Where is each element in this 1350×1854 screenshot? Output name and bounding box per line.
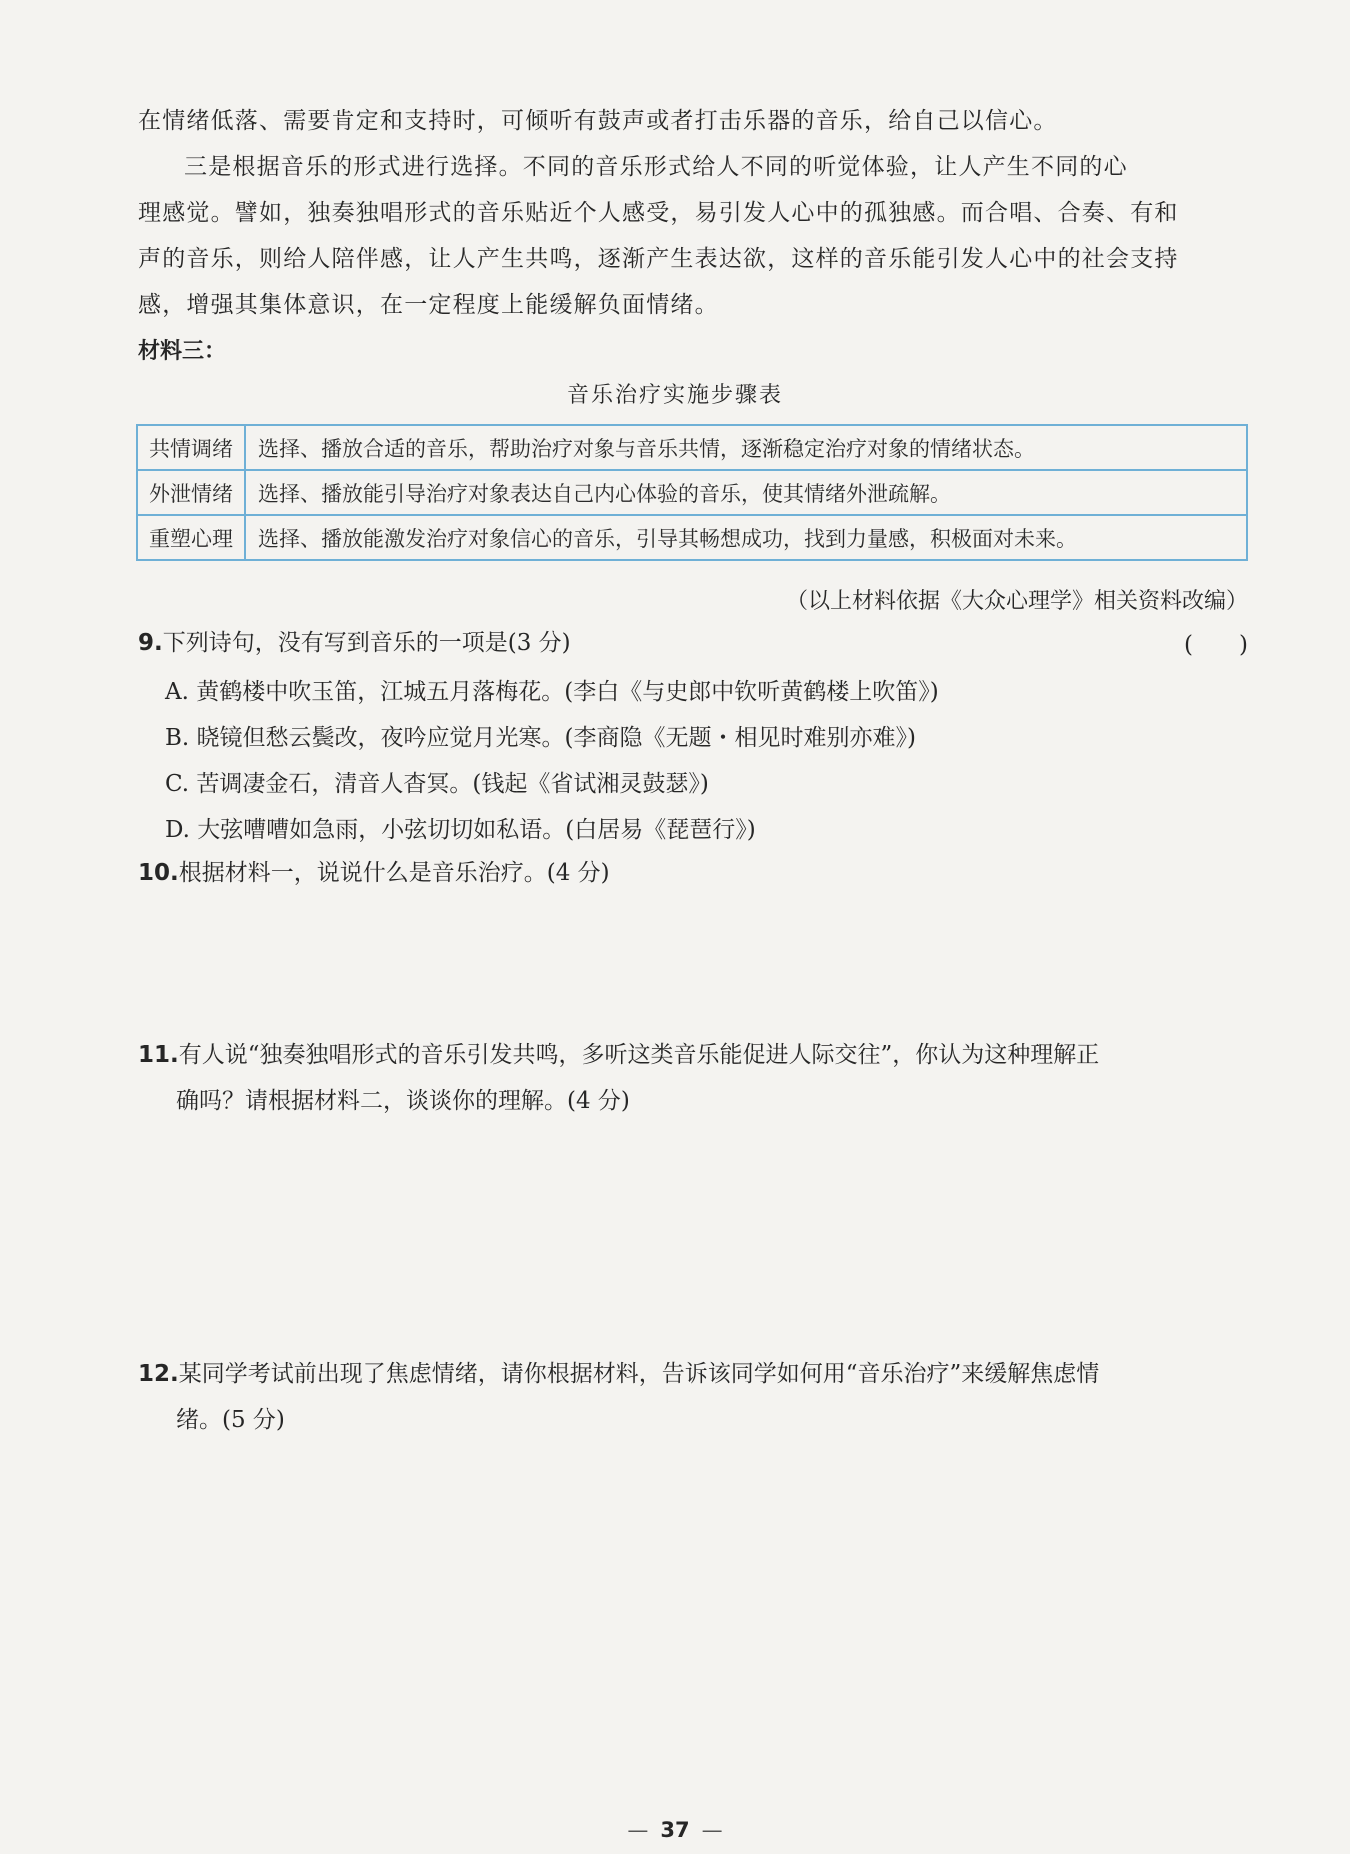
option-b: B. 晓镜但愁云鬓改，夜吟应觉月光寒。(李商隐《无题・相见时难别亦难》): [165, 725, 916, 751]
step-name: 重塑心理: [137, 515, 245, 560]
question-number: 10.: [138, 860, 179, 886]
table-row: [137, 470, 1247, 515]
option-a: A. 黄鹤楼中吹玉笛，江城五月落梅花。(李白《与史郎中钦听黄鹤楼上吹笛》): [165, 679, 939, 705]
passage-material2: [138, 98, 1248, 328]
step-name: 共情调绪: [137, 425, 245, 470]
material3-heading: 材料三：: [138, 339, 227, 364]
question-9: [138, 620, 571, 666]
step-description: 选择、播放能引导治疗对象表达自己内心体验的音乐，使其情绪外泄疏解。: [245, 470, 1247, 515]
therapy-steps-table: [136, 424, 1248, 561]
question-number: 12.: [138, 1361, 179, 1387]
page-number: [0, 1818, 1350, 1842]
step-name: 外泄情绪: [137, 470, 245, 515]
question-number: 9.: [138, 630, 163, 656]
question-text: 绪。(5 分): [176, 1407, 285, 1433]
passage-line: 感，增强其集体意识，在一定程度上能缓解负面情绪。: [138, 292, 719, 318]
step-description: 选择、播放合适的音乐，帮助治疗对象与音乐共情，逐渐稳定治疗对象的情绪状态。: [245, 425, 1247, 470]
question-text: 确吗？请根据材料二，谈谈你的理解。(4 分): [176, 1088, 630, 1114]
question-text: 某同学考试前出现了焦虑情绪，请你根据材料，告诉该同学如何用“音乐治疗”来缓解焦虑情: [178, 1361, 1100, 1387]
question-text: 根据材料一，说说什么是音乐治疗。(4 分): [178, 860, 610, 886]
page-dash: —: [627, 1818, 649, 1842]
option-d: D. 大弦嘈嘈如急雨，小弦切切如私语。(白居易《琵琶行》): [165, 817, 756, 843]
table-row: [137, 425, 1247, 470]
question-text: 有人说“独奏独唱形式的音乐引发共鸣，多听这类音乐能促进人际交往”，你认为这种理解正: [178, 1042, 1100, 1068]
question-number: 11.: [138, 1042, 179, 1068]
page-number-value: 37: [660, 1818, 690, 1842]
passage-line: 理感觉。譬如，独奏独唱形式的音乐贴近个人感受，易引发人心中的孤独感。而合唱、合奏、有和: [138, 200, 1179, 226]
table-title: 音乐治疗实施步骤表: [566, 383, 783, 408]
page-dash: —: [701, 1818, 723, 1842]
question-12: [138, 1351, 1099, 1443]
question-text: 下列诗句，没有写到音乐的一项是(3 分): [162, 630, 571, 656]
answer-bracket: ( ): [1184, 632, 1248, 658]
step-description: 选择、播放能激发治疗对象信心的音乐，引导其畅想成功，找到力量感，积极面对未来。: [245, 515, 1247, 560]
question-11: [138, 1032, 1099, 1124]
passage-line: 声的音乐，则给人陪伴感，让人产生共鸣，逐渐产生表达欲，这样的音乐能引发人心中的社会支持: [138, 246, 1179, 272]
question-10: [138, 850, 610, 896]
passage-line: 三是根据音乐的形式进行选择。不同的音乐形式给人不同的听觉体验，让人产生不同的心: [184, 154, 1128, 180]
passage-line: 在情绪低落、需要肯定和支持时，可倾听有鼓声或者打击乐器的音乐，给自己以信心。: [138, 108, 1058, 134]
table-row: [137, 515, 1247, 560]
source-note: （以上材料依据《大众心理学》相关资料改编）: [785, 589, 1248, 614]
option-c: C. 苦调凄金石，清音人杳冥。(钱起《省试湘灵鼓瑟》): [165, 771, 709, 797]
